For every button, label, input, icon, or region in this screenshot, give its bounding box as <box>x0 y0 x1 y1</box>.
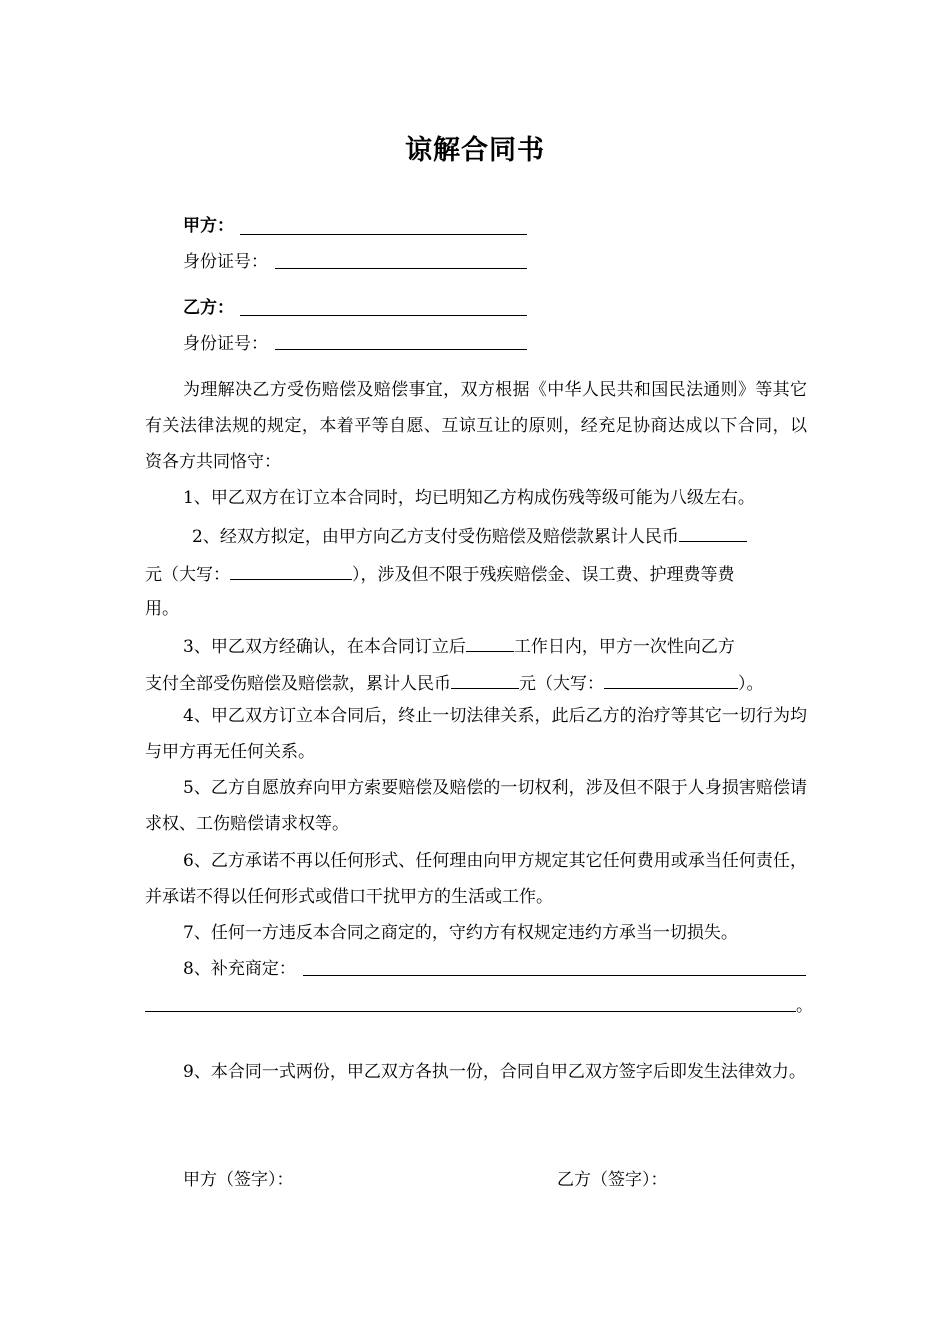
party-a-id-label: 身份证号： <box>183 252 268 272</box>
signature-party-b: 乙方（签字）： <box>557 1170 668 1190</box>
clause-4: 4、甲乙双方订立本合同后，终止一切法律关系，此后乙方的治疗等其它一切行为均与甲方再无任何关系。 <box>145 706 807 762</box>
clause-8-end: 。 <box>796 996 813 1016</box>
intro-paragraph: 为理解决乙方受伤赔偿及赔偿事宜，双方根据《中华人民共和国民法通则》等其它有关法律法规的规定，本着平等自愿、互谅互让的原则，经充足协商达成以下合同，以资各方共同恪守： <box>145 380 807 472</box>
clause-3-text-b: 工作日内，甲方一次性向乙方 <box>513 637 735 657</box>
clause-3-text-e: ）。 <box>738 674 764 694</box>
document-title: 谅解合同书 <box>405 135 545 166</box>
clause-9: 9、本合同一式两份，甲乙双方各执一份，合同自甲乙双方签字后即发生法律效力。 <box>183 1062 806 1082</box>
party-a-blank[interactable] <box>240 234 527 235</box>
clause-2-amount-blank[interactable] <box>679 523 747 542</box>
clause-3-days-blank[interactable] <box>466 633 514 652</box>
party-a-label: 甲方： <box>183 216 234 236</box>
clause-3-line1 <box>183 633 735 659</box>
party-b-label: 乙方： <box>183 298 234 318</box>
clause-1: 1、甲乙双方在订立本合同时，均已明知乙方构成伤残等级可能为八级左右。 <box>183 488 755 508</box>
party-b-blank[interactable] <box>240 315 527 316</box>
clause-2-line2 <box>145 561 735 587</box>
clause-2-capital-blank[interactable] <box>230 561 352 580</box>
clause-3-text-c: 支付全部受伤赔偿及赔偿款，累计人民币 <box>145 674 451 694</box>
clause-6: 6、乙方承诺不再以任何形式、任何理由向甲方规定其它任何费用或承当任何责任，并承诺不得以任何形式或借口干扰甲方的生活或工作。 <box>145 851 807 907</box>
party-b-id-label: 身份证号： <box>183 334 268 354</box>
clause-7: 7、任何一方违反本合同之商定的，守约方有权规定违约方承当一切损失。 <box>183 923 738 943</box>
clause-2-text-c: ），涉及但不限于残疾赔偿金、误工费、护理费等费 <box>352 565 735 585</box>
signature-party-a: 甲方（签字）： <box>183 1170 294 1190</box>
clause-2-text-a: 2、经双方拟定，由甲方向乙方支付受伤赔偿及赔偿款累计人民币 <box>192 527 679 547</box>
clause-3-text-d: 元（大写： <box>519 674 604 694</box>
clause-3-line2 <box>145 670 764 696</box>
clause-2-text-b: 元（大写： <box>145 565 230 585</box>
party-a-id-blank[interactable] <box>275 268 527 269</box>
clause-3-text-a: 3、甲乙双方经确认，在本合同订立后 <box>183 637 466 657</box>
clause-2-line1 <box>192 523 747 549</box>
clause-8-label: 8、补充商定： <box>183 959 296 979</box>
party-b-id-blank[interactable] <box>275 349 527 350</box>
clause-3-amount-blank[interactable] <box>451 670 519 689</box>
clause-3-capital-blank[interactable] <box>604 670 738 689</box>
clause-2-text-d: 用。 <box>145 599 179 619</box>
clause-8-blank-1[interactable] <box>303 975 806 976</box>
clause-8-blank-2[interactable] <box>145 1011 796 1012</box>
clause-5: 5、乙方自愿放弃向甲方索要赔偿及赔偿的一切权利，涉及但不限于人身损害赔偿请求权、工伤赔偿请求权等。 <box>145 778 807 834</box>
